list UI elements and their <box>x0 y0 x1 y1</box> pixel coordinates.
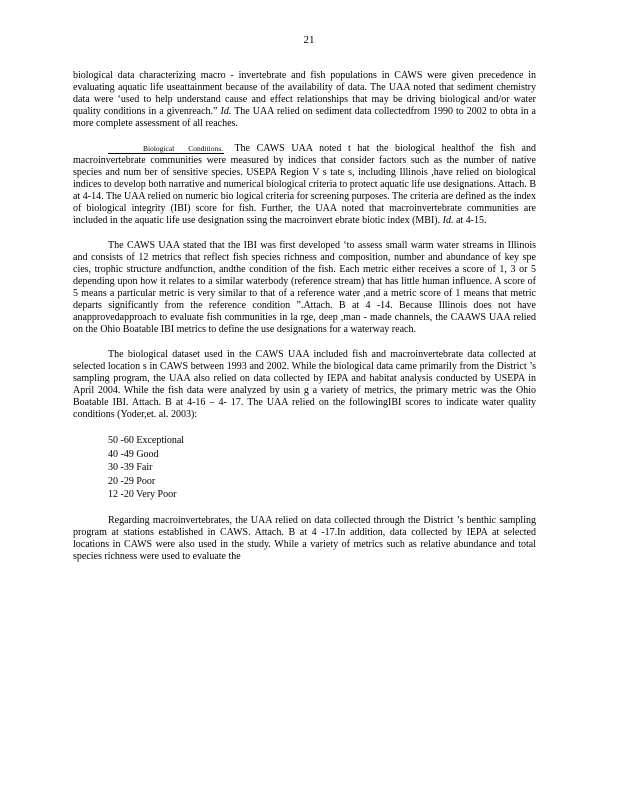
paragraph-3-text: The CAWS UAA stated that the IBI was first developed ‘to assess small warm water streams in Illinois and consists of 12 metrics that reflect fish species richness and composition, number and abundance of key spe cies, trophic structure andfunction, andthe condition of the fish. Each metric either receives a score of 1, 3 or 5 depending upon how it relates to a similar waterbody (reference stream) that has little human influence. A score of 5 means a particular metric is very similar to that of a reference water ,and a metric score of 1 means that metric departs significantly from the reference condition ”.Attach. B at 4 -14. Because Illinois does not have anapprovedapproach to evaluate fish communities in la rge, deep ,man - made channels, the CAAWS UAA relied on the Ohio Boatable IBI metrics to define the use designations for a waterway reach. <box>73 240 536 335</box>
ibi-score-item: 50 -60 Exceptional <box>108 435 185 446</box>
paragraph-5 <box>73 515 536 563</box>
paragraph-4 <box>73 349 536 421</box>
section-heading-word-2: Conditions. <box>188 144 224 153</box>
ibi-score-item: 30 -39 Fair <box>108 462 153 473</box>
paragraph-2-text-after: at 4-15. <box>455 215 487 226</box>
section-heading <box>108 144 224 154</box>
paragraph-3 <box>73 240 536 336</box>
ibi-score-item: 12 -20 Very Poor <box>108 489 177 500</box>
paragraph-5-text: Regarding macroinvertebrates, the UAA relied on data collected through the District ’s benthic sampling program at stations established in CAWS. Attach. B at 4 -17.In addition, data collected by IEPA at selected locations in CAWS were also used in the study. While a variety of metrics such as relative abundance and total species richness were used to evaluate the <box>73 514 536 562</box>
paragraph-4-text: The biological dataset used in the CAWS UAA included fish and macroinvertebrate data collected at selected location s in CAWS between 1993 and 2002. While the biological data came primarily from the District ’s sampling program, the UAA also relied on data collected by IEPA and habitat analysis conducted by USEPA in April 2004. While the fish data were analyzed by usin g a variety of metrics, the primary metric was the Ohio Boatable IBI. Attach. B at 4-16 – 4- 17. The UAA relied on the followingIBI scores to indicate water quality conditions (Yoder,et. al. 2003): <box>73 349 536 420</box>
paragraph-2 <box>73 143 536 227</box>
paragraph-2-citation: Id. <box>442 215 454 226</box>
paragraph-1-citation: Id. <box>220 106 232 117</box>
ibi-score-list <box>108 434 536 502</box>
paragraph-1-text: biological data characterizing macro - invertebrate and fish populations in CAWS were given precedence in evaluating aquatic life useattainment because of the availability of data. The UAA noted that sediment chemistry data were ‘used to help understand cause and effect relationships that may be driving biological and/or water quality conditions in a givenreach.” <box>73 70 536 117</box>
ibi-score-item: 40 -49 Good <box>108 448 159 460</box>
section-heading-word-1: Biological <box>143 144 175 153</box>
paragraph-1 <box>73 70 536 130</box>
paragraph-1-text-after: The UAA relied on sediment data collectedfrom 1990 to 2002 to obta in a more complete assessment of all reaches. <box>73 106 536 129</box>
ibi-score-item: 20 -29 Poor <box>108 475 156 487</box>
page-number: 21 <box>303 34 315 46</box>
document-body <box>73 70 536 576</box>
paragraph-2-text: The CAWS UAA noted t hat the biological healthof the fish and macroinvertebrate communities were measured by indices that consider factors such as the number of native species and num ber of sensitive species. USEPA Region V s tate s, including Illinois ,have relied on biological indices to develop both narrative and numerical biological criteria to protect aquatic life use designations. Attach. B at 4-14. The UAA relied on numeric bio logical criteria for screening purposes. The criteria are defined as the index of biological integrity (IBI) score for fish. Further, the UAA noted that macroinvertebrate communities are included in the aquatic life use designation ssing the macroinvert ebrate biotic index (MBI). <box>73 143 536 226</box>
